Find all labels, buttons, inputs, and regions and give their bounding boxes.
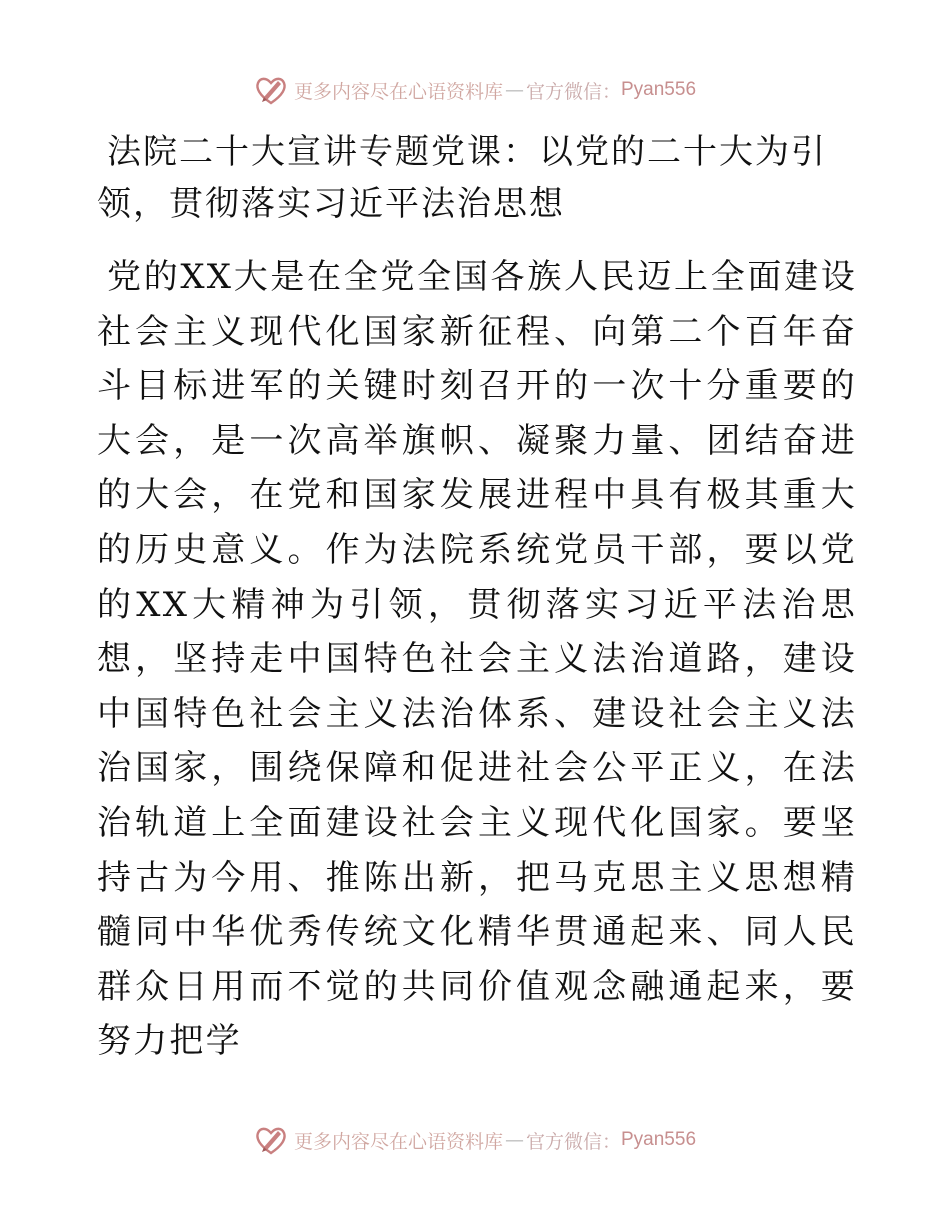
watermark-wechat-id: Pyan556 xyxy=(621,79,697,100)
watermark-separator: — xyxy=(504,1129,524,1151)
watermark-separator: — xyxy=(504,79,524,101)
watermark-wechat-id: Pyan556 xyxy=(621,1129,697,1150)
watermark-wechat-label: 官方微信： xyxy=(525,1130,621,1153)
watermark-text: 更多内容尽在心语资料库 xyxy=(293,1130,503,1153)
body-paragraph: 党的XX大是在全党全国各族人民迈上全面建设社会主义现代化国家新征程、向第二个百年奋斗目标进军的关键时刻召开的一次十分重要的大会，是一次高举旗帜、凝聚力量、团结奋进的大会，在党和国家发展进程中具有极其重大的历史意义。作为法院系统党员干部，要以党的XX大精神为引领，贯彻落实习近平法治思想，坚持走中国特色社会主义法治道路，建设中国特色社会主义法治体系、建设社会主义法治国家，围绕保障和促进社会公平正义，在法治轨道上全面建设社会主义现代化国家。要坚持古为今用、推陈出新，把马克思主义思想精髓同中华优秀传统文化精华贯通起来、同人民群众日用而不觉的共同价值观念融通起来，要努力把学 xyxy=(97,257,857,1062)
header-watermark xyxy=(0,70,950,110)
heart-pen-logo-icon xyxy=(254,73,288,107)
watermark-wechat-label: 官方微信： xyxy=(525,80,621,103)
footer-watermark xyxy=(0,1120,950,1160)
watermark-text: 更多内容尽在心语资料库 xyxy=(293,80,503,103)
heart-pen-logo-icon xyxy=(254,1123,288,1157)
document-title: 法院二十大宣讲专题党课：以党的二十大为引领，贯彻落实习近平法治思想 xyxy=(97,132,827,224)
